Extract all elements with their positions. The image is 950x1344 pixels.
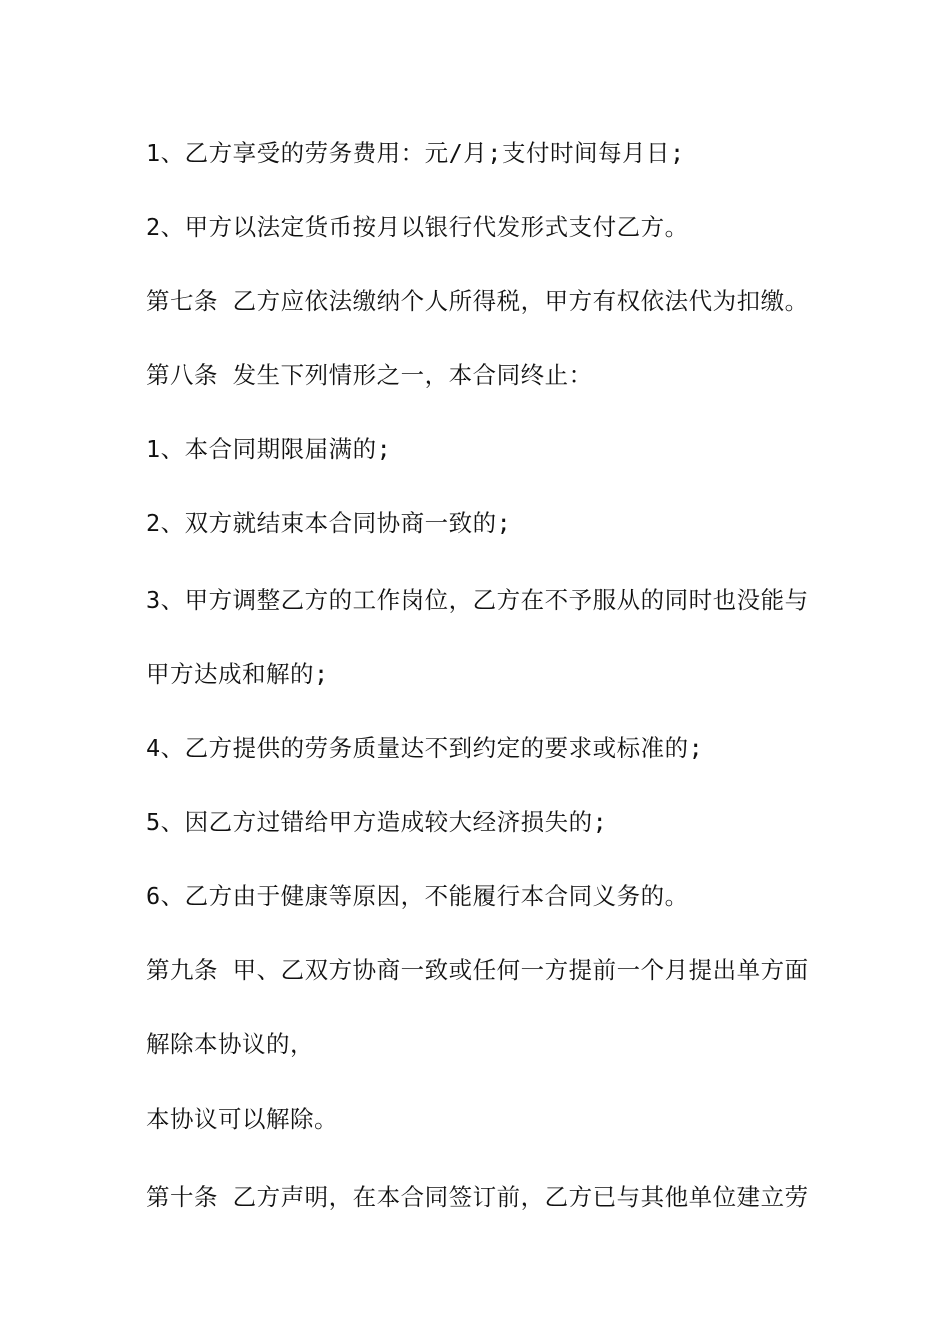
list-item-continuation-line: 甲方达成和解的;: [146, 660, 329, 688]
paragraph-line: 1、乙方享受的劳务费用：元/月;支付时间每月日;: [146, 139, 685, 167]
list-item-line: 5、因乙方过错给甲方造成较大经济损失的;: [146, 808, 608, 836]
article-8-line: 第八条 发生下列情形之一，本合同终止：: [146, 361, 593, 389]
article-9-line: 第九条 甲、乙双方协商一致或任何一方提前一个月提出单方面: [146, 956, 809, 984]
list-item-line: 1、本合同期限届满的;: [146, 435, 392, 463]
paragraph-line: 2、甲方以法定货币按月以银行代发形式支付乙方。: [146, 213, 689, 241]
list-item-line: 2、双方就结束本合同协商一致的;: [146, 509, 512, 537]
list-item-line: 3、甲方调整乙方的工作岗位，乙方在不予服从的同时也没能与: [146, 586, 809, 614]
article-9-continuation-line: 解除本协议的，: [146, 1030, 314, 1058]
article-9-continuation-line: 本协议可以解除。: [146, 1105, 338, 1133]
article-7-line: 第七条 乙方应依法缴纳个人所得税，甲方有权依法代为扣缴。: [146, 287, 809, 315]
article-10-line: 第十条 乙方声明，在本合同签订前，乙方已与其他单位建立劳: [146, 1183, 809, 1211]
list-item-line: 4、乙方提供的劳务质量达不到约定的要求或标准的;: [146, 734, 704, 762]
list-item-line: 6、乙方由于健康等原因，不能履行本合同义务的。: [146, 882, 689, 910]
